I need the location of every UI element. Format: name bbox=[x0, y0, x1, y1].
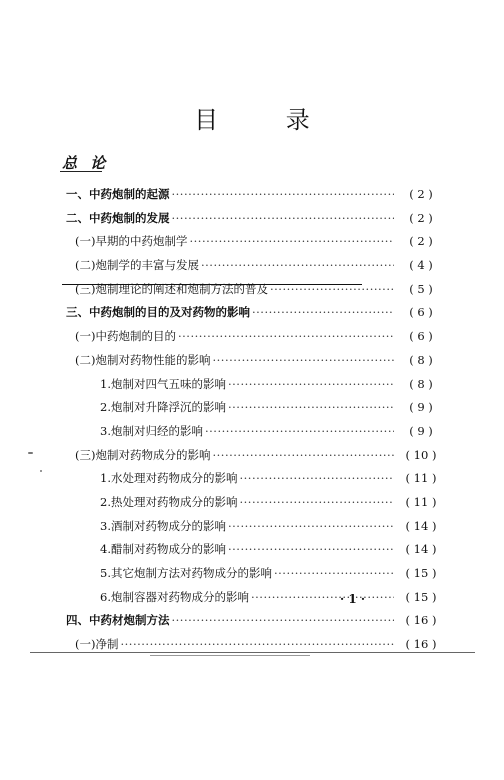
toc-entry-page: ( 16 ) bbox=[405, 637, 437, 652]
toc-entry-title: 1.水处理对药物成分的影响 bbox=[100, 471, 238, 486]
toc-entry-title: 3.炮制对归经的影响 bbox=[100, 423, 203, 438]
toc-entry-page: ( 8 ) bbox=[409, 352, 433, 367]
toc-entry-title: (二)炮制学的丰富与发展 bbox=[75, 258, 199, 273]
toc-dot-leader bbox=[172, 183, 395, 207]
scan-speck bbox=[28, 452, 33, 454]
toc-entry[interactable] bbox=[0, 349, 504, 373]
toc-entry-page: ( 4 ) bbox=[409, 258, 433, 273]
toc-entry-page: ( 6 ) bbox=[409, 329, 433, 344]
toc-dot-leader bbox=[274, 562, 394, 586]
toc-entry[interactable] bbox=[0, 633, 504, 657]
toc-entry-title: (一)早期的中药炮制学 bbox=[75, 234, 188, 249]
toc-divider-rule bbox=[62, 284, 362, 285]
toc-entry-page: ( 8 ) bbox=[409, 376, 433, 391]
toc-dot-leader bbox=[212, 349, 394, 373]
toc-entry-title: 5.其它炮制方法对药物成分的影响 bbox=[100, 566, 272, 580]
table-of-contents bbox=[0, 183, 504, 657]
toc-entry-page: ( 11 ) bbox=[405, 494, 437, 509]
toc-dot-leader bbox=[270, 278, 394, 302]
toc-entry-title: 2.炮制对升降浮沉的影响 bbox=[100, 400, 226, 415]
toc-entry[interactable] bbox=[0, 183, 504, 207]
toc-entry[interactable] bbox=[0, 325, 504, 349]
toc-entry[interactable] bbox=[0, 278, 504, 302]
toc-entry-page: ( 9 ) bbox=[409, 400, 433, 415]
toc-entry[interactable] bbox=[0, 301, 504, 325]
toc-entry-title: (一)中药炮制的目的 bbox=[75, 329, 176, 344]
toc-dot-leader bbox=[189, 230, 394, 254]
toc-entry[interactable] bbox=[0, 254, 504, 278]
toc-dot-leader bbox=[201, 254, 394, 278]
toc-dot-leader bbox=[251, 586, 394, 610]
toc-entry-page: ( 2 ) bbox=[409, 210, 433, 225]
toc-dot-leader bbox=[212, 444, 394, 468]
toc-entry-page: ( 2 ) bbox=[409, 187, 433, 201]
toc-entry[interactable] bbox=[0, 609, 504, 633]
toc-dot-leader bbox=[172, 609, 395, 633]
toc-entry-page: ( 14 ) bbox=[405, 542, 437, 557]
toc-entry-page: ( 10 ) bbox=[405, 447, 437, 462]
toc-dot-leader bbox=[239, 491, 394, 515]
toc-entry-title: 3.酒制对药物成分的影响 bbox=[100, 518, 226, 533]
toc-entry-page: ( 14 ) bbox=[405, 518, 437, 533]
toc-entry-page: ( 2 ) bbox=[409, 234, 433, 249]
toc-dot-leader bbox=[178, 325, 394, 349]
toc-entry[interactable] bbox=[0, 562, 504, 586]
footer-page-number: · 1 · bbox=[340, 592, 366, 606]
toc-dot-leader bbox=[205, 420, 394, 444]
toc-entry[interactable] bbox=[0, 538, 504, 562]
toc-entry-page: ( 11 ) bbox=[405, 471, 437, 486]
section-heading-underline bbox=[60, 171, 102, 172]
toc-dot-leader bbox=[172, 207, 395, 231]
toc-entry-title: (三)炮制理论的阐述和炮制方法的普及 bbox=[75, 281, 268, 296]
toc-entry-page: ( 15 ) bbox=[405, 566, 437, 580]
toc-entry-page: ( 5 ) bbox=[409, 281, 433, 296]
toc-entry-title: (三)炮制对药物成分的影响 bbox=[75, 447, 211, 462]
toc-entry-title: 2.热处理对药物成分的影响 bbox=[100, 494, 238, 509]
toc-entry[interactable] bbox=[0, 515, 504, 539]
toc-dot-leader bbox=[228, 373, 394, 397]
section-heading: 总 论 bbox=[62, 154, 110, 172]
toc-entry-page: ( 15 ) bbox=[405, 589, 437, 604]
toc-entry[interactable] bbox=[0, 586, 504, 610]
toc-entry-title: 1.炮制对四气五味的影响 bbox=[100, 376, 226, 391]
toc-entry-title: (一)净制 bbox=[75, 637, 119, 652]
toc-dot-leader bbox=[239, 467, 394, 491]
toc-entry-title: 四、中药材炮制方法 bbox=[66, 613, 170, 628]
page-title: 目 录 bbox=[194, 106, 340, 134]
bottom-rule-secondary bbox=[150, 655, 310, 656]
toc-entry[interactable] bbox=[0, 373, 504, 397]
toc-entry[interactable] bbox=[0, 467, 504, 491]
toc-dot-leader bbox=[252, 301, 394, 325]
toc-entry-page: ( 16 ) bbox=[405, 613, 437, 628]
toc-entry-page: ( 9 ) bbox=[409, 423, 433, 438]
toc-entry[interactable] bbox=[0, 491, 504, 515]
toc-dot-leader bbox=[228, 515, 394, 539]
toc-entry[interactable] bbox=[0, 444, 504, 468]
toc-dot-leader bbox=[120, 633, 394, 657]
toc-entry[interactable] bbox=[0, 396, 504, 420]
toc-entry-title: 三、中药炮制的目的及对药物的影响 bbox=[66, 305, 250, 320]
toc-dot-leader bbox=[228, 538, 394, 562]
toc-entry-title: 二、中药炮制的发展 bbox=[66, 210, 170, 225]
toc-entry-page: ( 6 ) bbox=[409, 305, 433, 320]
toc-entry[interactable] bbox=[0, 230, 504, 254]
toc-entry[interactable] bbox=[0, 207, 504, 231]
bottom-rule bbox=[30, 652, 475, 653]
toc-entry[interactable] bbox=[0, 420, 504, 444]
scan-speck bbox=[40, 470, 42, 472]
toc-entry-title: (二)炮制对药物性能的影响 bbox=[75, 352, 211, 367]
toc-entry-title: 一、中药炮制的起源 bbox=[66, 187, 170, 201]
toc-entry-title: 4.醋制对药物成分的影响 bbox=[100, 542, 226, 557]
toc-entry-title: 6.炮制容器对药物成分的影响 bbox=[100, 589, 249, 604]
toc-dot-leader bbox=[228, 396, 394, 420]
